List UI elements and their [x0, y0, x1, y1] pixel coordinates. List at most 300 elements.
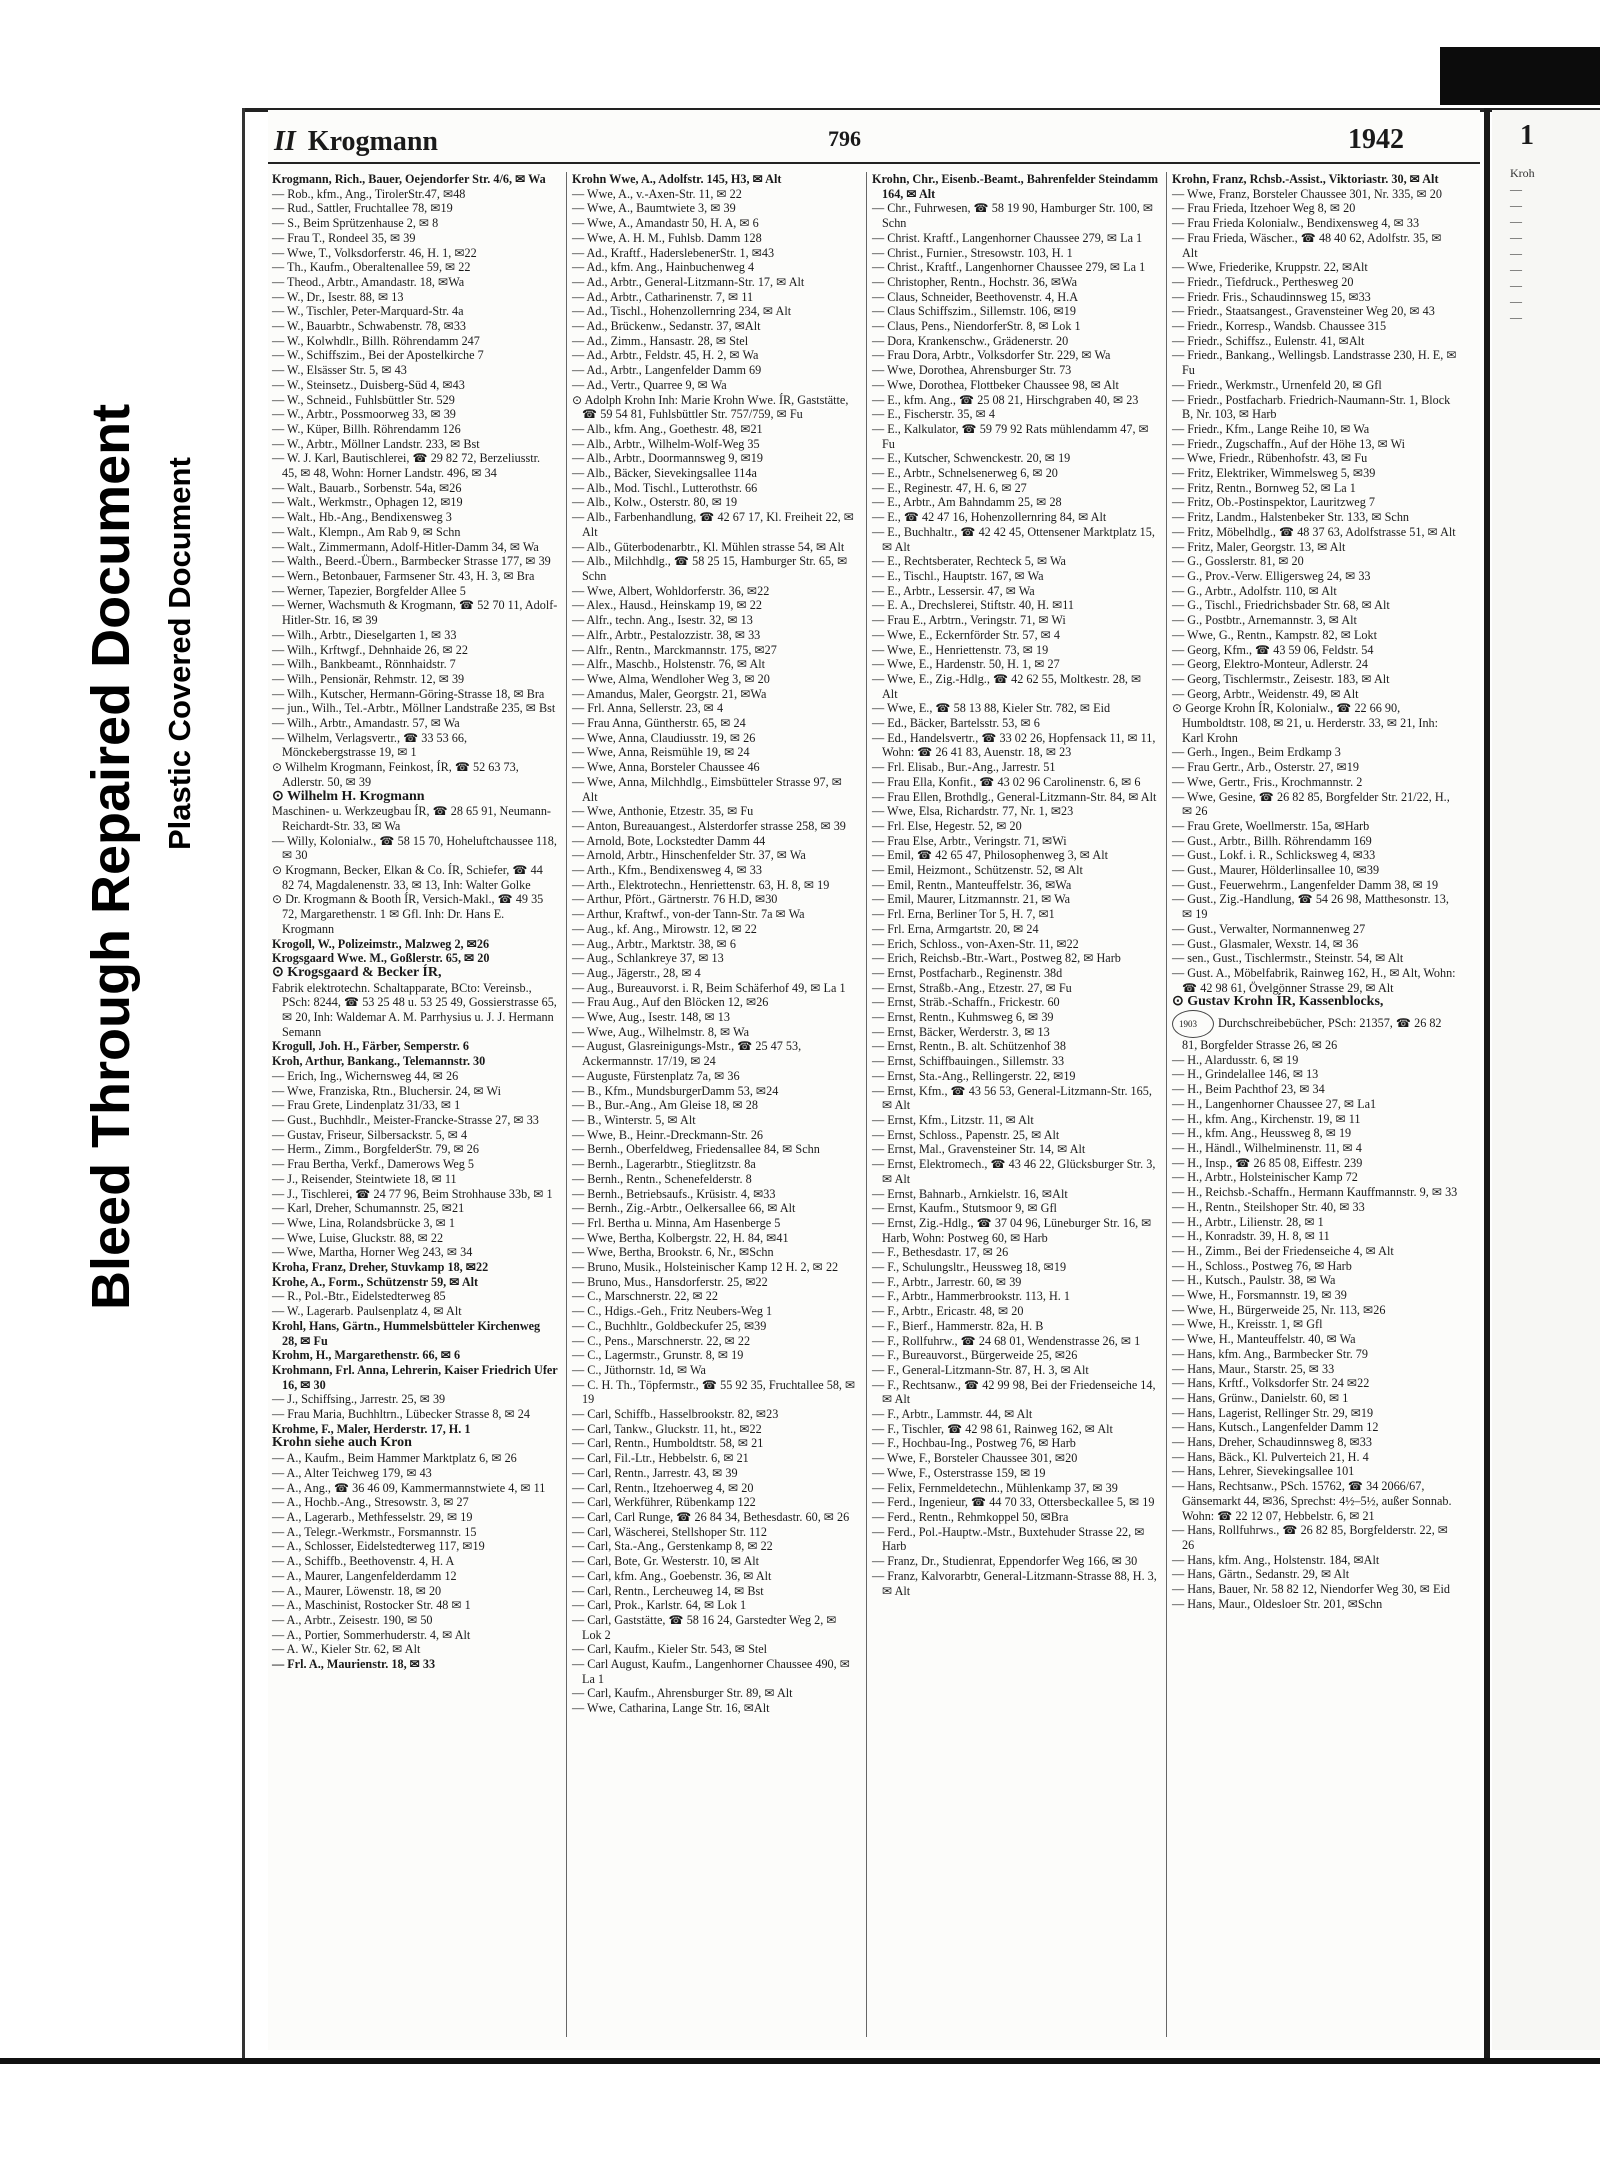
directory-entry: — Wwe, Gertr., Fris., Krochmannstr. 2 [1172, 774, 1363, 789]
directory-entry: — Frau T., Rondeel 35, ✉ 39 [272, 230, 416, 245]
directory-entry: — Fritz, Ob.-Postinspektor, Lauritzweg 7 [1172, 495, 1375, 510]
directory-entry: — Georg, Kfm., ☎ 43 59 06, Feldstr. 54 [1172, 642, 1374, 657]
directory-entry: — Gustav, Friseur, Silbersackstr. 5, ✉ 4 [272, 1127, 468, 1142]
directory-entry: — Fritz, Landm., Halstenbeker Str. 133, ✉ Schn [1172, 510, 1410, 525]
directory-entry: — B., Winterstr. 5, ✉ Alt [572, 1113, 696, 1127]
directory-entry: — G., Arbtr., Adolfstr. 110, ✉ Alt [1172, 583, 1337, 598]
directory-entry: — Wwe, Martha, Horner Weg 243, ✉ 34 [272, 1245, 473, 1260]
directory-entry: — Christ., Kraftf., Langenhorner Chaussee 279, ✉ La 1 [872, 260, 1146, 275]
directory-entry: — Wwe, E., Eckernförder Str. 57, ✉ 4 [872, 627, 1061, 642]
page-header [268, 120, 1480, 160]
directory-entry: — Frau Gertr., Arb., Osterstr. 27, ✉19 [1172, 760, 1359, 775]
directory-entry: — Wwe, Franziska, Rtn., Bluchersir. 24, ✉ Wi [272, 1083, 501, 1098]
directory-entry: — Alb., Kolw., Osterstr. 80, ✉ 19 [572, 495, 738, 510]
directory-entry: ⊙ Wilhelm Krogmann, Feinkost, ÍR, ☎ 52 63 73, Adlerstr. 50, ✉ 39 [272, 760, 519, 789]
directory-entry: — Ernst, Kfm., Litzstr. 11, ✉ Alt [872, 1113, 1034, 1127]
page-edge-right [1484, 108, 1490, 2058]
directory-entry: — H., Schloss., Postweg 76, ✉ Harb [1172, 1258, 1352, 1273]
directory-entry: — A., Hochb.-Ang., Stresowstr. 3, ✉ 27 [272, 1495, 469, 1510]
directory-entry: — Hans, Dreher, Schaudinnsweg 8, ✉33 [1172, 1435, 1372, 1450]
directory-entry: — Bernh., Rentn., Schenefelderstr. 8 [572, 1171, 752, 1186]
directory-entry: Krohm, H., Margarethenstr. 66, ✉ 6 [272, 1348, 461, 1363]
directory-entry: — H., Arbtr., Lilienstr. 28, ✉ 1 [1172, 1214, 1324, 1229]
directory-entry: — Bruno, Musik., Holsteinischer Kamp 12 H. 2, ✉ 22 [572, 1260, 839, 1275]
directory-entry: — Claus, Schneider, Beethovenstr. 4, H.A [872, 289, 1078, 304]
directory-entry: — Franz, Dr., Studienrat, Eppendorfer Weg 166, ✉ 30 [872, 1554, 1138, 1569]
directory-entry: — Bernh., Betriebsaufs., Krüsistr. 4, ✉33 [572, 1186, 776, 1201]
directory-entry: Krohl, Hans, Gärtn., Hummelsbütteler Kirchenweg 28, ✉ Fu [272, 1318, 541, 1348]
directory-entry: — H., Kutsch., Paulstr. 38, ✉ Wa [1172, 1273, 1336, 1288]
directory-entry: — F., Bureauvorst., Bürgerweide 25, ✉26 [872, 1348, 1078, 1363]
directory-entry: — Ernst, Sträb.-Schaffn., Frickestr. 60 [872, 995, 1060, 1010]
directory-entry: — C., Pens., Marschnerstr. 22, ✉ 22 [572, 1333, 751, 1348]
directory-entry: Krohme, F., Maler, Herderstr. 17, H. 1 [272, 1421, 471, 1436]
directory-entry: — Hans, Kutsch., Langenfelder Damm 12 [1172, 1420, 1379, 1435]
directory-entry: — F., Tischler, ☎ 42 98 61, Rainweg 162, ✉ Alt [872, 1421, 1113, 1436]
directory-entry: — H., Händl., Wilhelminenstr. 11, ✉ 4 [1172, 1141, 1362, 1155]
directory-entry: — Ernst, Mal., Gravensteiner Str. 14, ✉ Alt [872, 1142, 1086, 1157]
directory-entry: — Ferd., Rentn., Rehmkoppel 50, ✉Bra [872, 1509, 1069, 1524]
directory-entry: — H., Reichsb.-Schaffn., Hermann Kauffmannstr. 9, ✉ 33 [1172, 1185, 1458, 1200]
directory-entry: — Auguste, Fürstenplatz 7a, ✉ 36 [572, 1068, 740, 1083]
plastic-covered-stamp: Plastic Covered Document [162, 457, 197, 850]
directory-entry: — Wwe, E., ☎ 58 13 88, Kieler Str. 782, ✉ Eid [872, 701, 1111, 716]
directory-entry: — Wilh., Krftwgf., Dehnhaide 26, ✉ 22 [272, 642, 468, 657]
directory-entry: — H., Alardusstr. 6, ✉ 19 [1172, 1052, 1299, 1067]
directory-entry: — Frau Grete, Woellmerstr. 15a, ✉Harb [1172, 818, 1370, 833]
directory-entry: — Ad., kfm. Ang., Hainbuchenweg 4 [572, 260, 755, 275]
column-divider [1166, 172, 1167, 2037]
bleed-through-stamp: Bleed Through Repaired Document [81, 403, 141, 1310]
directory-entry: — Ferd., Pol.-Hauptw.-Mstr., Buxtehuder Strasse 22, ✉ Harb [872, 1524, 1145, 1554]
directory-entry: — Alfr., Maschb., Holstenstr. 76, ✉ Alt [572, 657, 766, 672]
directory-entry: — Ernst, Elektromech., ☎ 43 46 22, Glücksburger Str. 3, ✉ Alt [872, 1157, 1156, 1186]
directory-entry: — E., Kutscher, Schwenckestr. 20, ✉ 19 [872, 451, 1071, 466]
directory-entry: — G., Prov.-Verw. Elligersweg 24, ✉ 33 [1172, 568, 1371, 583]
directory-entry: — Gust., Buchhdlr., Meister-Francke-Strasse 27, ✉ 33 [272, 1113, 539, 1127]
directory-entry: — Arth., Kfm., Bendixensweg 4, ✉ 33 [572, 863, 762, 878]
directory-entry: ⊙ George Krohn ÍR, Kolonialw., ☎ 22 66 90, Humboldtstr. 108, ✉ 21, u. Herderstr. 33, ✉ 21, Inh: Karl Krohn [1172, 701, 1439, 745]
directory-entry: — Walt., Zimmermann, Adolf-Hitler-Damm 34, ✉ Wa [272, 539, 539, 554]
directory-entry: — Friedr., Postfacharb. Friedrich-Naumann-Str. 1, Block B, Nr. 103, ✉ Harb [1172, 392, 1451, 422]
directory-entry: Krogmann, Rich., Bauer, Oejendorfer Str. 4/6, ✉ Wa [272, 172, 546, 186]
founded-seal-icon: 1903 [1172, 1010, 1214, 1038]
directory-entry: — Friedr., Staatsangest., Gravensteiner Weg 20, ✉ 43 [1172, 304, 1435, 319]
directory-entry: — Frau Maria, Buchhltrn., Lübecker Strasse 8, ✉ 24 [272, 1407, 530, 1422]
directory-entry: — S., Beim Sprützenhause 2, ✉ 8 [272, 216, 439, 231]
directory-entry: — Carl, Wäscherei, Stellshoper Str. 112 [572, 1524, 767, 1539]
directory-entry: — W., Bauarbtr., Schwabenstr. 78, ✉33 [272, 319, 467, 334]
directory-entry: — Gust., Glasmaler, Wexstr. 14, ✉ 36 [1172, 936, 1359, 951]
directory-entry: — Frau Else, Arbtr., Veringstr. 71, ✉Wi [872, 833, 1067, 848]
directory-entry: — Wwe, A., v.-Axen-Str. 11, ✉ 22 [572, 186, 742, 201]
directory-entry: — E., kfm. Ang., ☎ 25 08 21, Hirschgraben 40, ✉ 23 [872, 392, 1139, 407]
directory-entry: — Rob., kfm., Ang., TirolerStr.47, ✉48 [272, 186, 466, 201]
directory-entry: — E., Arbtr., Lessersir. 47, ✉ Wa [872, 583, 1035, 598]
directory-entry: Krohn siehe auch Kron [272, 1435, 412, 1451]
directory-entry: — A., Alter Teichweg 179, ✉ 43 [272, 1465, 432, 1480]
directory-entry: — Ernst, Rentn., B. alt. Schützenhof 38 [872, 1039, 1066, 1054]
directory-entry: — H., Arbtr., Holsteinischer Kamp 72 [1172, 1170, 1358, 1185]
directory-entry: — Ad., Arbtr., Catharinenstr. 7, ✉ 11 [572, 289, 754, 304]
directory-entry: — Bernh., Zig.-Arbtr., Oelkersallee 66, ✉ Alt [572, 1201, 796, 1216]
directory-entry: — Wwe, A. H. M., Fuhlsb. Damm 128 [572, 230, 762, 245]
directory-entry: — Wwe, B., Heinr.-Dreckmann-Str. 26 [572, 1127, 764, 1142]
directory-entry: — Wwe, E., Hardenstr. 50, H. 1, ✉ 27 [872, 657, 1060, 672]
directory-entry: — Carl, Kaufm., Ahrensburger Str. 89, ✉ Alt [572, 1686, 793, 1701]
directory-entry: — Alfr., Arbtr., Pestalozzistr. 38, ✉ 33 [572, 627, 761, 642]
directory-entry: — Arthur, Pfört., Gärtnerstr. 76 H.D, ✉30 [572, 892, 778, 907]
directory-entry: — Carl, Kaufm., Kieler Str. 543, ✉ Stel [572, 1642, 768, 1657]
directory-entry: — C., Hdigs.-Geh., Fritz Neubers-Weg 1 [572, 1304, 773, 1319]
directory-entry: — H., kfm. Ang., Kirchenstr. 19, ✉ 11 [1172, 1111, 1361, 1126]
directory-entry: — Wwe, A., Amandastr 50, H. A, ✉ 6 [572, 216, 759, 231]
directory-entry: — Frau Aug., Auf den Blöcken 12, ✉26 [572, 995, 769, 1010]
directory-entry: — Georg, Tischlermstr., Zeisestr. 183, ✉ Alt [1172, 671, 1390, 686]
adjacent-page-fragment: — [1510, 262, 1522, 276]
directory-entry: — C., Lagermstr., Grunstr. 8, ✉ 19 [572, 1348, 744, 1363]
directory-entry: — Amandus, Maler, Georgstr. 21, ✉Wa [572, 686, 767, 701]
adjacent-page-fragment: — [1510, 310, 1522, 324]
directory-entry: — H., kfm. Ang., Heussweg 8, ✉ 19 [1172, 1126, 1352, 1141]
adjacent-page-fragment: — [1510, 198, 1522, 212]
column-4 [1172, 172, 1458, 1612]
directory-entry: — Arnold, Bote, Lockstedter Damm 44 [572, 833, 766, 848]
directory-entry: Krohe, A., Form., Schützenstr 59, ✉ Alt [272, 1274, 479, 1289]
directory-entry: — Ernst, Bäcker, Werderstr. 3, ✉ 13 [872, 1024, 1050, 1039]
directory-entry: — Alb., Arbtr., Wilhelm-Wolf-Weg 35 [572, 436, 760, 451]
directory-entry: — Ernst, Schiffbauingen., Sillemstr. 33 [872, 1054, 1065, 1069]
directory-entry: — Wwe, Aug., Isestr. 148, ✉ 13 [572, 1010, 730, 1025]
column-divider [866, 172, 867, 2037]
directory-entry: Maschinen- u. Werkzeugbau ÍR, ☎ 28 65 91, Neumann-Reichardt-Str. 33, ✉ Wa [272, 804, 551, 833]
directory-entry: — Wwe, Gesine, ☎ 26 82 85, Borgfelder Str. 21/22, H., ✉ 26 [1172, 789, 1450, 819]
directory-entry: — Wwe, Dorothea, Ahrensburger Str. 73 [872, 363, 1072, 378]
directory-entry: — Friedr., Bankang., Wellingsb. Landstrasse 230, H. E, ✉ Fu [1172, 348, 1457, 378]
directory-entry: — jun., Wilh., Tel.-Arbtr., Möllner Landstraße 235, ✉ Bst [272, 701, 556, 716]
directory-entry: — Ernst, Straßb.-Ang., Etzestr. 27, ✉ Fu [872, 980, 1072, 995]
directory-entry: — Frl. Else, Hegestr. 52, ✉ 20 [872, 818, 1022, 833]
directory-entry: — H., Konradstr. 39, H. 8, ✉ 11 [1172, 1229, 1330, 1244]
adjacent-page-fragment: — [1510, 294, 1522, 308]
directory-entry: — Wwe, Franz, Borsteler Chaussee 301, Nr. 335, ✉ 20 [1172, 186, 1442, 201]
directory-entry: Krogsgaard Wwe. M., Goßlerstr. 65, ✉ 20 [272, 951, 490, 966]
page-number: 796 [828, 126, 861, 151]
directory-entry: — Wwe, H., Bürgerweide 25, Nr. 113, ✉26 [1172, 1302, 1386, 1317]
directory-entry: — Frau Ellen, Brothdlg., General-Litzmann-Str. 84, ✉ Alt [872, 789, 1157, 804]
directory-entry: — Ed., Handelsvertr., ☎ 33 02 26, Hopfensack 11, ✉ 11, Wohn: ☎ 26 41 83, Auenstr. 18, ✉ 23 [872, 730, 1156, 760]
directory-entry: — C., Jüthornstr. 1d, ✉ Wa [572, 1362, 706, 1377]
directory-entry: — Walt., Klempn., Am Rab 9, ✉ Schn [272, 524, 461, 539]
directory-entry: — Walt., Hb.-Ang., Bendixensweg 3 [272, 510, 452, 525]
directory-entry: — Bernh., Lagerarbtr., Stieglitzstr. 8a [572, 1157, 756, 1172]
directory-entry: — Wilh., Bankbeamt., Rönnhaidstr. 7 [272, 657, 456, 672]
directory-entry: — Frau Frieda Kolonialw., Bendixensweg 4, ✉ 33 [1172, 216, 1420, 231]
directory-entry: Krohn, Franz, Rchsb.-Assist., Viktoriastr. 30, ✉ Alt [1172, 172, 1439, 186]
directory-entry: — Ad., Brückenw., Sedanstr. 37, ✉Alt [572, 319, 761, 334]
directory-entry: — Wwe, Bertha, Kolbergstr. 22, H. 84, ✉41 [572, 1230, 789, 1245]
directory-entry: — F., Bierf., Hammerstr. 82a, H. B [872, 1318, 1044, 1333]
directory-entry: — F., Arbtr., Hammerbrookstr. 113, H. 1 [872, 1289, 1070, 1304]
scan-edge-bottom [0, 2058, 1600, 2064]
directory-entry: — A., Telegr.-Werkmstr., Forsmannstr. 15 [272, 1524, 477, 1539]
directory-entry: — H., Langenhorner Chaussee 27, ✉ La1 [1172, 1096, 1377, 1111]
directory-entry: — Christ., Furnier., Stresowstr. 103, H. 1 [872, 245, 1073, 260]
directory-entry: — Fritz, Maler, Georgstr. 13, ✉ Alt [1172, 539, 1346, 554]
directory-entry: — Arth., Elektrotechn., Henriettenstr. 63, H. 8, ✉ 19 [572, 877, 830, 892]
directory-entry: ⊙ Krogmann, Becker, Elkan & Co. ÍR, Schiefer, ☎ 44 82 74, Magdalenenstr. 33, ✉ 13, Inh: Walter Golke [272, 863, 543, 892]
directory-entry: — Carl, Werkführer, Rübenkamp 122 [572, 1495, 756, 1510]
directory-entry: — Frl. A., Maurienstr. 18, ✉ 33 [272, 1657, 436, 1672]
directory-entry: — C., Marschnerstr. 22, ✉ 22 [572, 1289, 718, 1304]
directory-entry: — Wwe, Friedr., Rübenhofstr. 43, ✉ Fu [1172, 451, 1368, 466]
directory-entry: — Hans, Gärtn., Sedanstr. 29, ✉ Alt [1172, 1567, 1350, 1582]
directory-entry: — Ferd., Ingenieur, ☎ 44 70 33, Ottersbeckallee 5, ✉ 19 [872, 1495, 1155, 1510]
directory-entry: — B., Kfm., MundsburgerDamm 53, ✉24 [572, 1083, 779, 1098]
directory-entry: — Aug., kf. Ang., Mirowstr. 12, ✉ 22 [572, 921, 757, 936]
directory-entry: — Wwe, Anna, Claudiusstr. 19, ✉ 26 [572, 730, 756, 745]
directory-entry: — Hans, Bauer, Nr. 58 82 12, Niendorfer Weg 30, ✉ Eid [1172, 1582, 1450, 1597]
directory-entry: — Aug., Jägerstr., 28, ✉ 4 [572, 965, 701, 980]
directory-entry: Fabrik elektrotechn. Schaltapparate, BCto: Vereinsb., PSch: 8244, ☎ 53 25 48 u. 53 25 49, Gossierstrasse 65, ✉ 20, Inh: Waldemar A. M. Parrhysius u. J. J. Hermann Semann [272, 980, 557, 1039]
directory-entry: — Th., Kaufm., Oberaltenallee 59, ✉ 22 [272, 260, 471, 275]
directory-entry: — Friedr., Zugschaffn., Auf der Höhe 13, ✉ Wi [1172, 436, 1406, 451]
directory-entry: — Carl, Bote, Gr. Westerstr. 10, ✉ Alt [572, 1554, 760, 1569]
directory-entry: — Frau Grete, Lindenplatz 31/33, ✉ 1 [272, 1098, 461, 1113]
directory-entry: — Willy, Kolonialw., ☎ 58 15 70, Hoheluftchaussee 118, ✉ 30 [272, 833, 557, 863]
directory-entry: — Felix, Fernmeldetechn., Mühlenkamp 37, ✉ 39 [872, 1480, 1118, 1495]
directory-entry: — Wwe, Anna, Borsteler Chaussee 46 [572, 760, 760, 775]
directory-entry: — sen., Gust., Tischlermstr., Steinstr. 54, ✉ Alt [1172, 951, 1404, 966]
directory-entry: — W., Lagerarb. Paulsenplatz 4, ✉ Alt [272, 1304, 462, 1319]
directory-entry: — E., Arbtr., Am Bahndamm 25, ✉ 28 [872, 495, 1062, 510]
directory-entry: — E., Fischerstr. 35, ✉ 4 [872, 407, 995, 422]
section-numeral: II [274, 126, 296, 157]
directory-entry: — Wwe, T., Volksdorferstr. 46, H. 1, ✉22 [272, 245, 477, 260]
directory-entry: — Hans, kfm. Ang., Barmbecker Str. 79 [1172, 1346, 1368, 1361]
directory-entry: — Alb., Farbenhandlung, ☎ 42 67 17, Kl. Freiheit 22, ✉ Alt [572, 510, 854, 539]
directory-entry: — Walt., Werkmstr., Ophagen 12, ✉19 [272, 495, 463, 510]
directory-entry: — Wern., Betonbauer, Farmsener Str. 43, H. 3, ✉ Bra [272, 568, 535, 583]
adjacent-page-fragment: — [1510, 278, 1522, 292]
directory-entry: — Carl August, Kaufm., Langenhorner Chaussee 490, ✉ La 1 [572, 1657, 850, 1686]
directory-entry: — Wwe, H., Manteuffelstr. 40, ✉ Wa [1172, 1332, 1356, 1347]
directory-entry: — E., Reginestr. 47, H. 6, ✉ 27 [872, 480, 1027, 495]
directory-entry: — F., Arbtr., Jarrestr. 60, ✉ 39 [872, 1274, 1022, 1289]
directory-entry: — Walth., Beerd.-Übern., Barmbecker Strasse 177, ✉ 39 [272, 554, 551, 569]
directory-entry: — Gust. A., Möbelfabrik, Rainweg 162, H., ✉ Alt, Wohn: ☎ 42 98 61, Övelgönner Strasse 29, ✉ Alt [1172, 965, 1456, 995]
directory-entry: — A., Maurer, Langenfelderdamm 12 [272, 1568, 457, 1583]
directory-entry: Krohmann, Frl. Anna, Lehrerin, Kaiser Friedrich Ufer 16, ✉ 30 [272, 1362, 558, 1392]
header-rule [268, 162, 1480, 164]
directory-entry: — E., Arbtr., Schnelsenerweg 6, ✉ 20 [872, 466, 1058, 481]
directory-entry: — Wilh., Pensionär, Rehmstr. 12, ✉ 39 [272, 671, 465, 686]
directory-entry: — Ernst, Schloss., Papenstr. 25, ✉ Alt [872, 1127, 1060, 1142]
directory-entry: — Wwe, Lina, Rolandsbrücke 3, ✉ 1 [272, 1215, 455, 1230]
directory-entry: — Claus Schiffszim., Sillemstr. 106, ✉19 [872, 304, 1076, 319]
directory-entry: — Frau Frieda, Itzehoer Weg 8, ✉ 20 [1172, 201, 1356, 216]
directory-entry: — Frau Dora, Arbtr., Volksdorfer Str. 229, ✉ Wa [872, 348, 1111, 363]
directory-entry: — G., Postbtr., Arnemannstr. 3, ✉ Alt [1172, 613, 1357, 628]
year: 1942 [1348, 124, 1404, 155]
directory-entry: — W., Tischler, Peter-Marquard-Str. 4a [272, 304, 464, 319]
directory-entry: — W., Schneid., Fuhlsbüttler Str. 529 [272, 392, 455, 407]
directory-entry: Krohn, Chr., Eisenb.-Beamt., Bahrenfelder Steindamm 164, ✉ Alt [872, 172, 1158, 201]
directory-entry: — A., Arbtr., Zeisestr. 190, ✉ 50 [272, 1612, 433, 1627]
directory-entry: — Carl, Fil.-Ltr., Hebbelstr. 6, ✉ 21 [572, 1451, 749, 1466]
directory-entry: — Carl, Carl Runge, ☎ 26 84 34, Bethesdastr. 60, ✉ 26 [572, 1509, 850, 1524]
directory-entry: — Hans, Krftf., Volksdorfer Str. 24 ✉22 [1172, 1376, 1370, 1391]
directory-entry: — Alb., Arbtr., Doormannsweg 9, ✉19 [572, 451, 763, 466]
directory-entry: — Ernst, Kfm., ☎ 43 56 53, General-Litzmann-Str. 165, ✉ Alt [872, 1083, 1152, 1113]
directory-entry: — Carl, Schiffb., Hasselbrookstr. 82, ✉23 [572, 1407, 779, 1422]
directory-entry: — C., Buchhltr., Goldbeckufer 25, ✉39 [572, 1318, 767, 1333]
directory-entry: — Werner, Tapezier, Borgfelder Allee 5 [272, 583, 466, 598]
directory-entry: — Bernh., Oberfeldweg, Friedensallee 84, ✉ Schn [572, 1142, 820, 1157]
directory-entry: — Ernst, Sta.-Ang., Rellingerstr. 22, ✉19 [872, 1068, 1076, 1083]
directory-entry: — Claus, Pens., NiendorferStr. 8, ✉ Lok 1 [872, 319, 1081, 334]
directory-entry: — Ad., Vertr., Quarree 9, ✉ Wa [572, 377, 727, 392]
directory-entry: — Hans, Rechtsanw., PSch. 15762, ☎ 34 2066/67, Gänsemarkt 44, ✉36, Sprechst: 4½–5½, außer Sonnab. Wohn: ☎ 22 12 07, Hebbelstr. 6, ✉ 21 [1172, 1479, 1452, 1523]
adjacent-page-sliver [1492, 110, 1600, 2050]
directory-entry: — Wwe, H., Kreisstr. 1, ✉ Gfl [1172, 1317, 1323, 1332]
directory-entry: — F., Arbtr., Lammstr. 44, ✉ Alt [872, 1407, 1033, 1422]
directory-entry: — Carl, kfm. Ang., Goebenstr. 36, ✉ Alt [572, 1568, 772, 1583]
directory-entry: — J., Tischlerei, ☎ 24 77 96, Beim Strohhause 33b, ✉ 1 [272, 1186, 553, 1201]
directory-entry: — Emil, Maurer, Litzmannstr. 21, ✉ Wa [872, 892, 1071, 907]
directory-entry: — Carl, Rentn., Jarrestr. 43, ✉ 39 [572, 1465, 738, 1480]
directory-entry: — Gust., Verwalter, Normannenweg 27 [1172, 921, 1366, 936]
directory-entry: — Frau Ella, Konfit., ☎ 43 02 96 Carolinenstr. 6, ✉ 6 [872, 774, 1141, 789]
directory-entry: — Frl. Bertha u. Minna, Am Hasenberge 5 [572, 1215, 781, 1230]
directory-entry: — A., Schiffb., Beethovenstr. 4, H. A [272, 1554, 455, 1569]
directory-entry: — Friedr., Werkmstr., Urnenfeld 20, ✉ Gfl [1172, 377, 1382, 392]
directory-entry: — Gust., Lokf. i. R., Schlicksweg 4, ✉33 [1172, 848, 1376, 863]
directory-entry: — B., Bur.-Ang., Am Gleise 18, ✉ 28 [572, 1098, 758, 1113]
directory-entry: — Wwe, Bertha, Brookstr. 6, Nr., ✉Schn [572, 1245, 774, 1260]
directory-entry: — Ernst, Rentn., Kuhmsweg 6, ✉ 39 [872, 1010, 1054, 1025]
directory-entry: — Gust., Feuerwehrm., Langenfelder Damm 38, ✉ 19 [1172, 877, 1439, 892]
directory-entry: — W., Arbtr., Possmoorweg 33, ✉ 39 [272, 407, 456, 422]
directory-entry: — F., Rollfuhrw., ☎ 24 68 01, Wendenstrasse 26, ✉ 1 [872, 1333, 1141, 1348]
directory-entry: — Gust., Maurer, Hölderlinsallee 10, ✉39 [1172, 863, 1380, 878]
directory-entry: — Wilh., Arbtr., Amandastr. 57, ✉ Wa [272, 716, 460, 731]
directory-entry: — F., Arbtr., Ericastr. 48, ✉ 20 [872, 1304, 1024, 1319]
directory-entry: — Friedr., Schiffsz., Eulenstr. 41, ✉Alt [1172, 333, 1365, 348]
directory-entry: — Wwe, Dorothea, Flottbeker Chaussee 98, ✉ Alt [872, 377, 1119, 392]
directory-entry: — J., Reisender, Steintwiete 18, ✉ 11 [272, 1171, 457, 1186]
directory-entry: — Alfr., techn. Ang., Isestr. 32, ✉ 13 [572, 613, 753, 628]
directory-entry: — Wwe, Friederike, Kruppstr. 22, ✉Alt [1172, 260, 1368, 275]
directory-entry: — H., Beim Pachthof 23, ✉ 34 [1172, 1082, 1325, 1097]
page-title: Krogmann [307, 126, 438, 157]
directory-entry: — Wwe, Alma, Wendloher Weg 3, ✉ 20 [572, 671, 770, 686]
directory-entry: — Alb., Mod. Tischl., Lutterothstr. 66 [572, 480, 758, 495]
directory-entry: — Friedr., Korresp., Wandsb. Chaussee 315 [1172, 319, 1387, 334]
directory-entry: — Ed., Bäcker, Bartelsstr. 53, ✉ 6 [872, 716, 1040, 731]
directory-entry: — A., Ang., ☎ 36 46 09, Kammermannstwiete 4, ✉ 11 [272, 1480, 546, 1495]
directory-entry: — E., Buchhaltr., ☎ 42 42 45, Ottensener Marktplatz 15, ✉ Alt [872, 524, 1155, 554]
directory-entry: — Herm., Zimm., BorgfelderStr. 79, ✉ 26 [272, 1142, 479, 1157]
directory-entry: — Frl. Erna, Armgartstr. 20, ✉ 24 [872, 921, 1039, 936]
directory-entry: — A., Maurer, Löwenstr. 18, ✉ 20 [272, 1583, 442, 1598]
directory-entry: — A. W., Kieler Str. 62, ✉ Alt [272, 1642, 421, 1657]
directory-entry: — Carl, Gaststätte, ☎ 58 16 24, Garstedter Weg 2, ✉ Lok 2 [572, 1612, 837, 1642]
directory-entry: — Arnold, Arbtr., Hinschenfelder Str. 37, ✉ Wa [572, 848, 806, 863]
directory-entry: — Ernst, Kaufm., Stutsmoor 9, ✉ Gfl [872, 1201, 1057, 1216]
directory-entry: — W., Küper, Billh. Röhrendamm 126 [272, 421, 461, 436]
directory-entry: — August, Glasreinigungs-Mstr., ☎ 25 47 53, Ackermannstr. 17/19, ✉ 24 [572, 1039, 802, 1069]
directory-entry: — Frau Anna, Güntherstr. 65, ✉ 24 [572, 716, 746, 731]
directory-entry: — Christopher, Rentn., Hochstr. 36, ✉Wa [872, 274, 1078, 289]
directory-entry: — Erich, Schloss., von-Axen-Str. 11, ✉22 [872, 936, 1079, 951]
directory-entry: — Ernst, Zig.-Hdlg., ☎ 37 04 96, Lüneburger Str. 16, ✉ Harb, Wohn: Postweg 60, ✉ Harb [872, 1215, 1152, 1245]
directory-entry: ⊙ Wilhelm H. Krogmann [272, 788, 425, 804]
column-3 [872, 172, 1158, 1598]
directory-entry: — Hans, Rollfuhrws., ☎ 26 82 85, Borgfelderstr. 22, ✉ 26 [1172, 1523, 1449, 1552]
directory-entry: — Ad., Tischl., Hohenzollernring 234, ✉ Alt [572, 304, 792, 319]
directory-entry: Kroha, Franz, Dreher, Stuvkamp 18, ✉22 [272, 1260, 489, 1275]
directory-entry: — Wwe, Anna, Reismühle 19, ✉ 24 [572, 745, 750, 760]
directory-entry: — Wwe, A., Baumtwiete 3, ✉ 39 [572, 201, 736, 216]
directory-entry: — W. J. Karl, Bautischlerei, ☎ 29 82 72, Berzeliusstr. 45, ✉ 48, Wohn: Horner Landstr. 496, ✉ 34 [272, 451, 541, 481]
directory-entry: — Emil, Heizmont., Schützenstr. 52, ✉ Alt [872, 863, 1083, 878]
directory-entry: — Hans, kfm. Ang., Holstenstr. 184, ✉Alt [1172, 1552, 1380, 1567]
directory-entry: — Georg, Elektro-Monteur, Adlerstr. 24 [1172, 657, 1368, 672]
directory-entry: — R., Pol.-Btr., Eidelstedterweg 85 [272, 1289, 446, 1304]
directory-entry: — Werner, Wachsmuth & Krogmann, ☎ 52 70 11, Adolf-Hitler-Str. 16, ✉ 39 [272, 598, 558, 628]
directory-entry: — Wilhelm, Verlagsvertr., ☎ 33 53 66, Mönckebergstrasse 19, ✉ 1 [272, 730, 467, 760]
directory-entry: — Erich, Reichsb.-Btr.-Wart., Postweg 82, ✉ Harb [872, 951, 1121, 966]
directory-entry: — Ad., Arbtr., Feldstr. 45, H. 2, ✉ Wa [572, 348, 759, 363]
directory-entry: ⊙ Krogsgaard & Becker ÍR, [272, 964, 442, 980]
directory-entry: — Alfr., Rentn., Marckmannstr. 175, ✉27 [572, 642, 777, 657]
directory-entry: — Ad., Zimm., Hansastr. 28, ✉ Stel [572, 333, 749, 348]
adjacent-page-fragment: — [1510, 230, 1522, 244]
directory-entry: — Wwe, E., Zig.-Hdlg., ☎ 42 62 55, Moltkestr. 28, ✉ Alt [872, 671, 1142, 701]
directory-entry: — Aug., Bureauvorst. i. R, Beim Schäferhof 49, ✉ La 1 [572, 980, 846, 995]
scan-edge-left [242, 108, 245, 2058]
directory-entry: — Anton, Bureauangest., Alsterdorfer strasse 258, ✉ 39 [572, 818, 846, 833]
directory-entry: — Carl, Prok., Karlstr. 64, ✉ Lok 1 [572, 1598, 747, 1613]
directory-entry: — G., Tischl., Friedrichsbader Str. 68, ✉ Alt [1172, 598, 1390, 613]
directory-entry: — Carl, Rentn., Humboldtstr. 58, ✉ 21 [572, 1436, 764, 1451]
column-1 [272, 172, 558, 1672]
directory-entry: — Carl, Rentn., Itzehoerweg 4, ✉ 20 [572, 1480, 754, 1495]
directory-entry: — Wilh., Arbtr., Dieselgarten 1, ✉ 33 [272, 627, 457, 642]
directory-entry: — A., Kaufm., Beim Hammer Marktplatz 6, ✉ 26 [272, 1451, 517, 1466]
directory-entry: — Dora, Krankenschw., Grädenerstr. 20 [872, 333, 1069, 348]
directory-entry: — E., ☎ 42 47 16, Hohenzollernring 84, ✉ Alt [872, 510, 1107, 525]
directory-entry: — W., Kolwhdlr., Billh. Röhrendamm 247 [272, 333, 480, 348]
directory-entry: — Christ. Kraftf., Langenhorner Chaussee 279, ✉ La 1 [872, 230, 1143, 245]
adjacent-page-fragment: — [1510, 182, 1522, 196]
directory-entry: — Wwe, Anna, Milchhdlg., Eimsbütteler Strasse 97, ✉ Alt [572, 774, 842, 804]
directory-entry: — Frau E., Arbtrn., Veringstr. 71, ✉ Wi [872, 613, 1066, 628]
directory-entry: — Gust., Zig.-Handlung, ☎ 54 26 98, Matthesonstr. 13, ✉ 19 [1172, 892, 1449, 922]
directory-entry: — Emil, Rentn., Manteuffelstr. 36, ✉Wa [872, 877, 1072, 892]
directory-entry: — Carl, Sta.-Ang., Gerstenkamp 8, ✉ 22 [572, 1539, 773, 1554]
directory-entry: — Wwe, Albert, Wohldorferstr. 36, ✉22 [572, 583, 770, 598]
directory-entry: — Wwe, Anthonie, Etzestr. 35, ✉ Fu [572, 804, 754, 819]
directory-entry: — Alb., Milchhdlg., ☎ 58 25 15, Hamburger Str. 65, ✉ Schn [572, 554, 848, 583]
directory-entry: — Alb., kfm. Ang., Goethestr. 48, ✉21 [572, 421, 763, 436]
directory-entry: — F., Bethesdastr. 17, ✉ 26 [872, 1245, 1009, 1260]
directory-entry: — Bruno, Mus., Hansdorferstr. 25, ✉22 [572, 1274, 768, 1289]
directory-entry: — Ernst, Bahnarb., Arnkielstr. 16, ✉Alt [872, 1186, 1068, 1201]
directory-entry: — Gerh., Ingen., Beim Erdkamp 3 [1172, 745, 1341, 760]
directory-entry: — Georg, Arbtr., Weidenstr. 49, ✉ Alt [1172, 686, 1359, 701]
